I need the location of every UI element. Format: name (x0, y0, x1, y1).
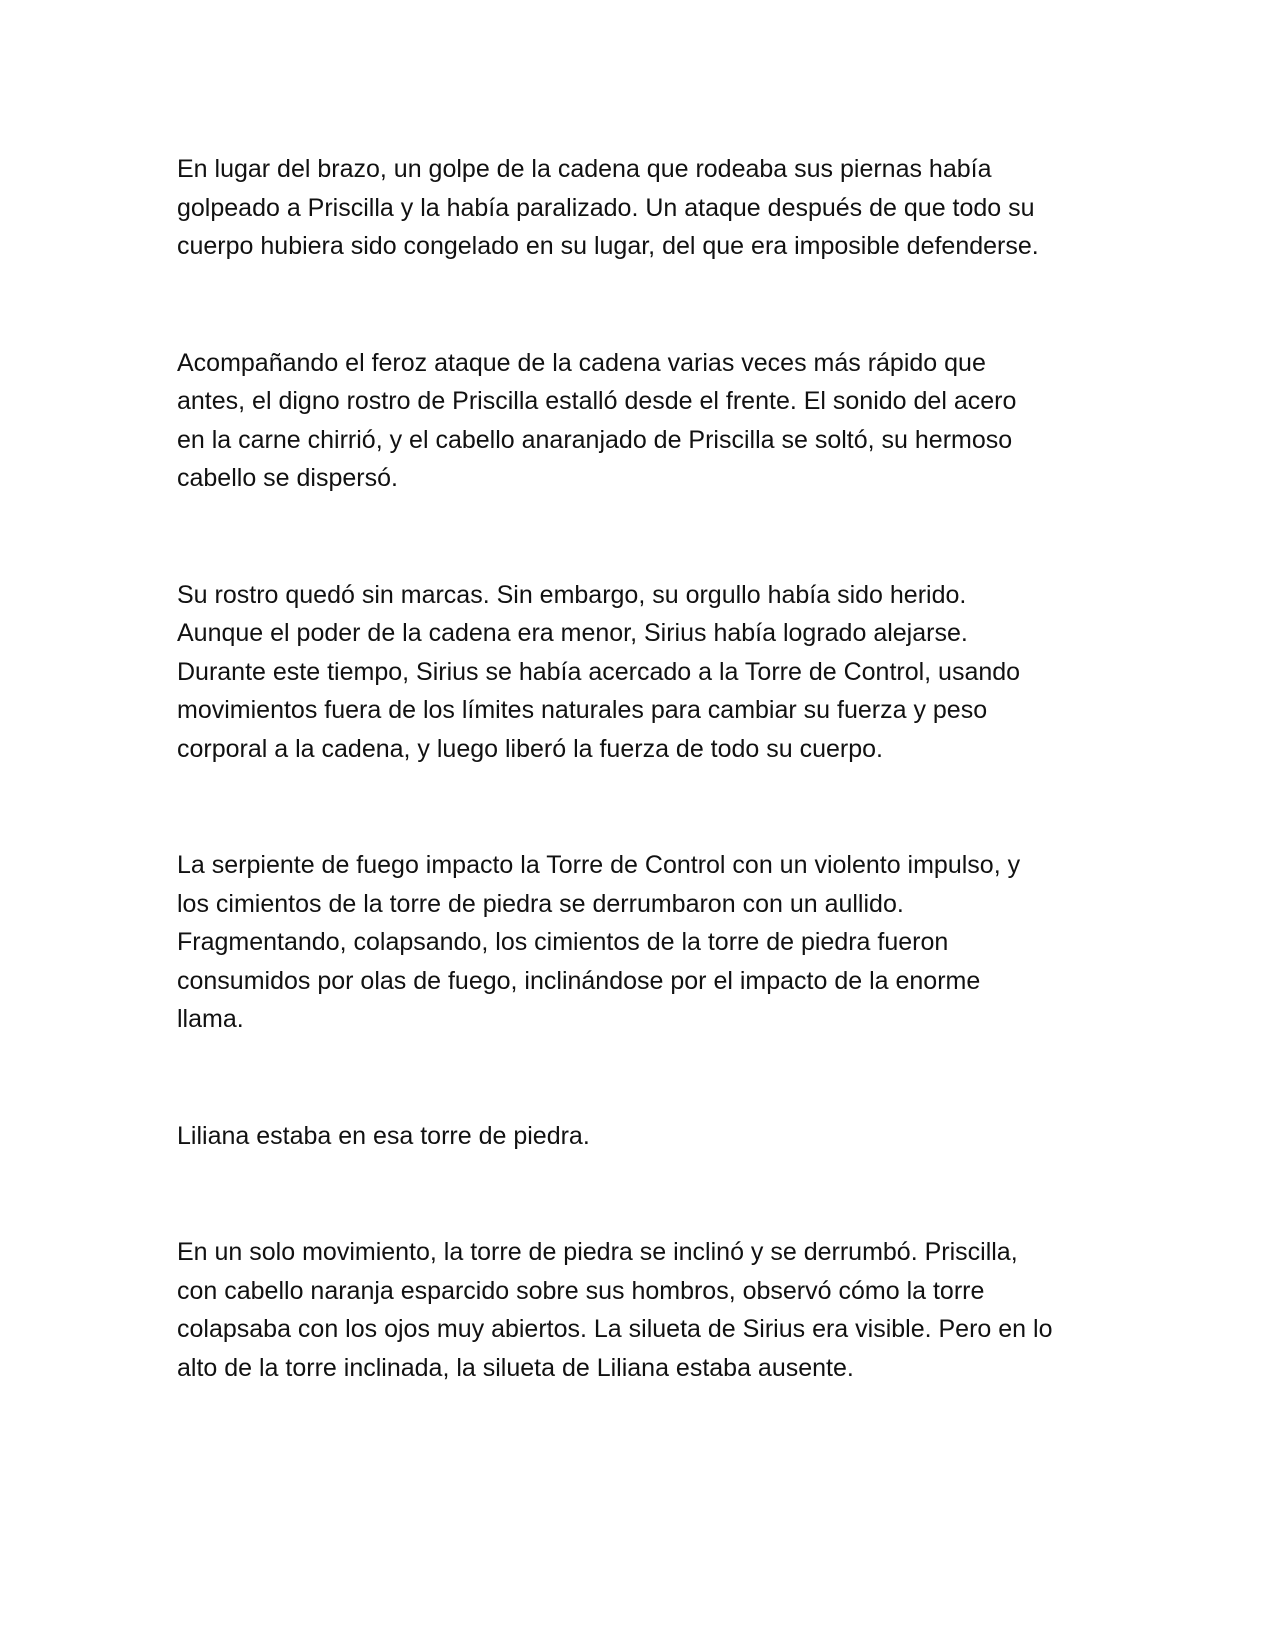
paragraph-line: con cabello naranja esparcido sobre sus hombros, observó cómo la torre (177, 1276, 985, 1305)
document-body (177, 150, 1112, 1465)
paragraph-4 (177, 846, 1112, 1039)
paragraph-line: alto de la torre inclinada, la silueta de Liliana estaba ausente. (177, 1353, 854, 1382)
paragraph-6 (177, 1233, 1112, 1387)
paragraph-line: cuerpo hubiera sido congelado en su lugar, del que era imposible defenderse. (177, 232, 1039, 260)
paragraph-line: consumidos por olas de fuego, inclinándose por el impacto de la enorme (177, 966, 981, 995)
paragraph-line: colapsaba con los ojos muy abiertos. La silueta de Sirius era visible. Pero en lo (177, 1315, 1053, 1343)
paragraph-line: Fragmentando, colapsando, los cimientos de la torre de piedra fueron (177, 928, 949, 956)
paragraph-line: cabello se dispersó. (177, 464, 398, 492)
paragraph-line: los cimientos de la torre de piedra se derrumbaron con un aullido. (177, 889, 904, 918)
paragraph-line: corporal a la cadena, y luego liberó la fuerza de todo su cuerpo. (177, 734, 884, 763)
paragraph-line: Su rostro quedó sin marcas. Sin embargo, su orgullo había sido herido. (177, 580, 967, 609)
paragraph-2 (177, 344, 1112, 498)
paragraph-line: La serpiente de fuego impacto la Torre de Control con un violento impulso, y (177, 851, 1021, 879)
paragraph-1 (177, 150, 1112, 266)
paragraph-line: Acompañando el feroz ataque de la cadena varias veces más rápido que (177, 348, 986, 377)
paragraph-5 (177, 1117, 1112, 1156)
paragraph-line: En un solo movimiento, la torre de piedra se inclinó y se derrumbó. Priscilla, (177, 1238, 1018, 1266)
paragraph-line: Liliana estaba en esa torre de piedra. (177, 1121, 590, 1150)
paragraph-line: En lugar del brazo, un golpe de la cadena que rodeaba sus piernas había (177, 155, 992, 183)
paragraph-line: Durante este tiempo, Sirius se había acercado a la Torre de Control, usando (177, 657, 1021, 686)
paragraph-line: movimientos fuera de los límites naturales para cambiar su fuerza y peso (177, 696, 988, 724)
paragraph-3 (177, 576, 1112, 769)
paragraph-line: golpeado a Priscilla y la había paralizado. Un ataque después de que todo su (177, 193, 1035, 222)
paragraph-line: llama. (177, 1005, 244, 1033)
paragraph-line: en la carne chirrió, y el cabello anaranjado de Priscilla se soltó, su hermoso (177, 425, 1013, 454)
paragraph-line: antes, el digno rostro de Priscilla estalló desde el frente. El sonido del acero (177, 387, 1017, 415)
paragraph-line: Aunque el poder de la cadena era menor, Sirius había logrado alejarse. (177, 619, 968, 647)
